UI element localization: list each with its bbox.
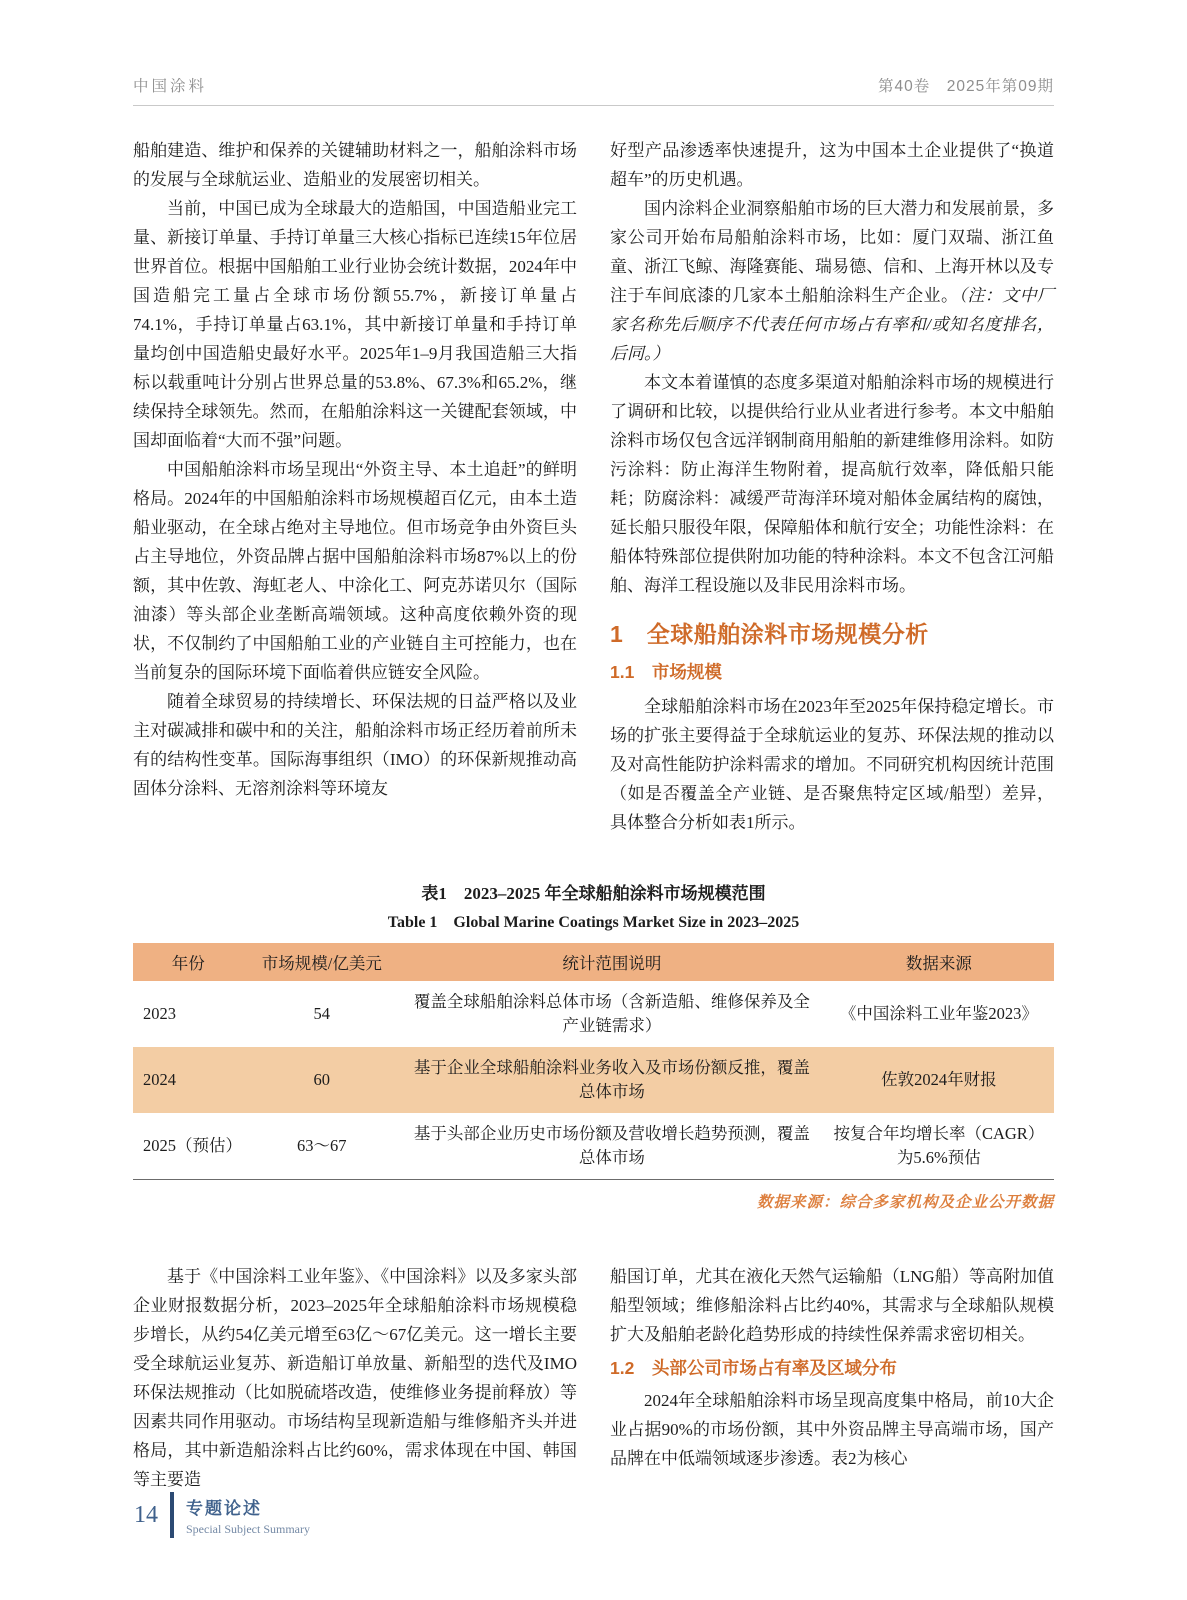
page-footer	[134, 1492, 310, 1538]
column-header-source: 数据来源	[824, 943, 1054, 981]
paragraph-continuation: 船国订单，尤其在液化天然气运输船（LNG船）等高附加值船型领域；维修船涂料占比约40%，其需求与全球船队规模扩大及船舶老龄化趋势形成的持续性保养需求密切相关。	[610, 1267, 1054, 1344]
cell-market-size: 54	[313, 1004, 331, 1023]
paragraph: 本文本着谨慎的态度多渠道对船舶涂料市场的规模进行了调研和比较，以提供给行业从业者进行参考。本文中船舶涂料市场仅包含远洋钢制商用船舶的新建维修用涂料。如防污涂料：防止海洋生物附着，提高航行效率，降低船只能耗；防腐涂料：减缓严苛海洋环境对船体金属结构的腐蚀，延长船只服役年限，保障船体和航行安全；功能性涂料：在船体特殊部位提供附加功能的特种涂料。本文不包含江河船舶、海洋工程设施以及非民用涂料市场。	[610, 373, 1054, 595]
page-header	[133, 0, 1054, 106]
table-header-row	[133, 943, 1054, 981]
cell-scope: 基于企业全球船舶涂料业务收入及市场份额反推，覆盖总体市场	[400, 1047, 824, 1113]
cell-source: 佐敦2024年财报	[824, 1047, 1054, 1113]
cell-year: 2023	[143, 1004, 176, 1023]
footer-divider-bar	[170, 1492, 174, 1538]
journal-name: 中国涂料	[133, 78, 208, 95]
paragraph-continuation: 好型产品渗透率快速提升，这为中国本土企业提供了“换道超车”的历史机遇。	[610, 141, 1054, 189]
table-1-title-cn: 表1 2023–2025 年全球船舶涂料市场规模范围	[421, 884, 766, 903]
section-1-heading: 1 全球船舶涂料市场规模分析	[610, 621, 929, 647]
cell-market-size: 63～67	[297, 1136, 347, 1155]
inline-editorial-note: （注：文中厂家名称先后顺序不代表任何市场占有率和/或知名度排名，后同。）	[610, 286, 1055, 363]
bottom-left-column	[133, 1262, 577, 1494]
footer-section-label	[186, 1494, 310, 1537]
table-1-title-en: Table 1 Global Marine Coatings Market Size in 2023–2025	[387, 914, 800, 931]
cell-source: 按复合年均增长率（CAGR）为5.6%预估	[833, 1124, 1045, 1167]
table-row	[133, 1113, 1054, 1180]
cell-year: 2024	[133, 1047, 244, 1113]
cell-source: 《中国涂料工业年鉴2023》	[839, 1004, 1038, 1023]
table-row	[133, 1047, 1054, 1113]
article-body	[133, 136, 1054, 1494]
table-1	[133, 943, 1054, 1180]
paragraph: 全球船舶涂料市场在2023年至2025年保持稳定增长。市场的扩张主要得益于全球航运业的复苏、环保法规的推动以及对高性能防护涂料需求的增加。不同研究机构因统计范围（如是否覆盖全产业链、是否聚焦特定区域/船型）差异，具体整合分析如表1所示。	[610, 697, 1054, 832]
column-header-scope: 统计范围说明	[400, 943, 824, 981]
footer-section-cn: 专题论述	[186, 1498, 262, 1518]
table-data-source-note: 数据来源：综合多家机构及企业公开数据	[756, 1194, 1054, 1211]
bottom-two-column-section	[133, 1262, 1054, 1494]
cell-market-size: 60	[244, 1047, 401, 1113]
right-column	[610, 136, 1054, 837]
cell-scope: 覆盖全球船舶涂料总体市场（含新造船、维修保养及全产业链需求）	[413, 992, 810, 1035]
paragraph: 中国船舶涂料市场呈现出“外资主导、本土追赶”的鲜明格局。2024年的中国船舶涂料市场规模超百亿元，由本土造船业驱动，在全球占绝对主导地位。但市场竞争由外资巨头占主导地位，外资品牌占据中国船舶涂料市场87%以上的份额，其中佐敦、海虹老人、中涂化工、阿克苏诺贝尔（国际油漆）等头部企业垄断高端领域。这种高度依赖外资的现状，不仅制约了中国船舶工业的产业链自主可控能力，也在当前复杂的国际环境下面临着供应链安全风险。	[133, 460, 577, 682]
paragraph: 2024年全球船舶涂料市场呈现高度集中格局，前10大企业占据90%的市场份额，其中外资品牌主导高端市场，国产品牌在中低端领域逐步渗透。表2为核心	[610, 1391, 1054, 1468]
top-two-column-section	[133, 136, 1054, 837]
footer-section-en: Special Subject Summary	[186, 1521, 310, 1536]
paragraph: 随着全球贸易的持续增长、环保法规的日益严格以及业主对碳减排和碳中和的关注，船舶涂料市场正经历着前所未有的结构性变革。国际海事组织（IMO）的环保新规推动高固体分涂料、无溶剂涂料等环境友	[133, 692, 577, 798]
paragraph-text: 国内涂料企业洞察船舶市场的巨大潜力和发展前景，多家公司开始布局船舶涂料市场，比如：厦门双瑞、浙江鱼童、浙江飞鲸、海隆赛能、瑞易德、信和、上海开林以及专注于车间底漆的几家本土船舶涂料生产企业。	[610, 199, 1054, 305]
section-1-1-heading: 1.1 市场规模	[610, 662, 722, 682]
bottom-right-column	[610, 1262, 1054, 1494]
table-row	[133, 981, 1054, 1047]
section-1-2-heading: 1.2 头部公司市场占有率及区域分布	[610, 1358, 897, 1378]
table-1-block	[133, 879, 1054, 1212]
left-column	[133, 136, 577, 837]
column-header-market-size: 市场规模/亿美元	[244, 943, 401, 981]
paragraph-continuation: 船舶建造、维护和保养的关键辅助材料之一，船舶涂料市场的发展与全球航运业、造船业的发展密切相关。	[133, 141, 577, 189]
issue-info: 第40卷 2025年第09期	[878, 78, 1054, 95]
column-header-year: 年份	[133, 943, 244, 981]
paragraph	[610, 194, 1054, 368]
paragraph: 基于《中国涂料工业年鉴》、《中国涂料》以及多家头部企业财报数据分析，2023–2025年全球船舶涂料市场规模稳步增长，从约54亿美元增至63亿～67亿美元。这一增长主要受全球航运业复苏、新造船订单放量、新船型的迭代及IMO环保法规推动（比如脱硫塔改造，使维修业务提前释放）等因素共同作用驱动。市场结构呈现新造船与维修船齐头并进格局，其中新造船涂料占比约60%，需求体现在中国、韩国等主要造	[133, 1267, 577, 1489]
cell-scope: 基于头部企业历史市场份额及营收增长趋势预测，覆盖总体市场	[413, 1124, 810, 1167]
paragraph: 当前，中国已成为全球最大的造船国，中国造船业完工量、新接订单量、手持订单量三大核心指标已连续15年位居世界首位。根据中国船舶工业行业协会统计数据，2024年中国造船完工量占全球市场份额55.7%，新接订单量占74.1%，手持订单量占63.1%，其中新接订单量和手持订单量均创中国造船史最好水平。2025年1–9月我国造船三大指标以载重吨计分别占世界总量的53.8%、67.3%和65.2%，继续保持全球领先。然而，在船舶涂料这一关键配套领域，中国却面临着“大而不强”问题。	[133, 199, 577, 450]
cell-year: 2025（预估）	[143, 1136, 242, 1155]
page-number: 14	[134, 1501, 158, 1528]
